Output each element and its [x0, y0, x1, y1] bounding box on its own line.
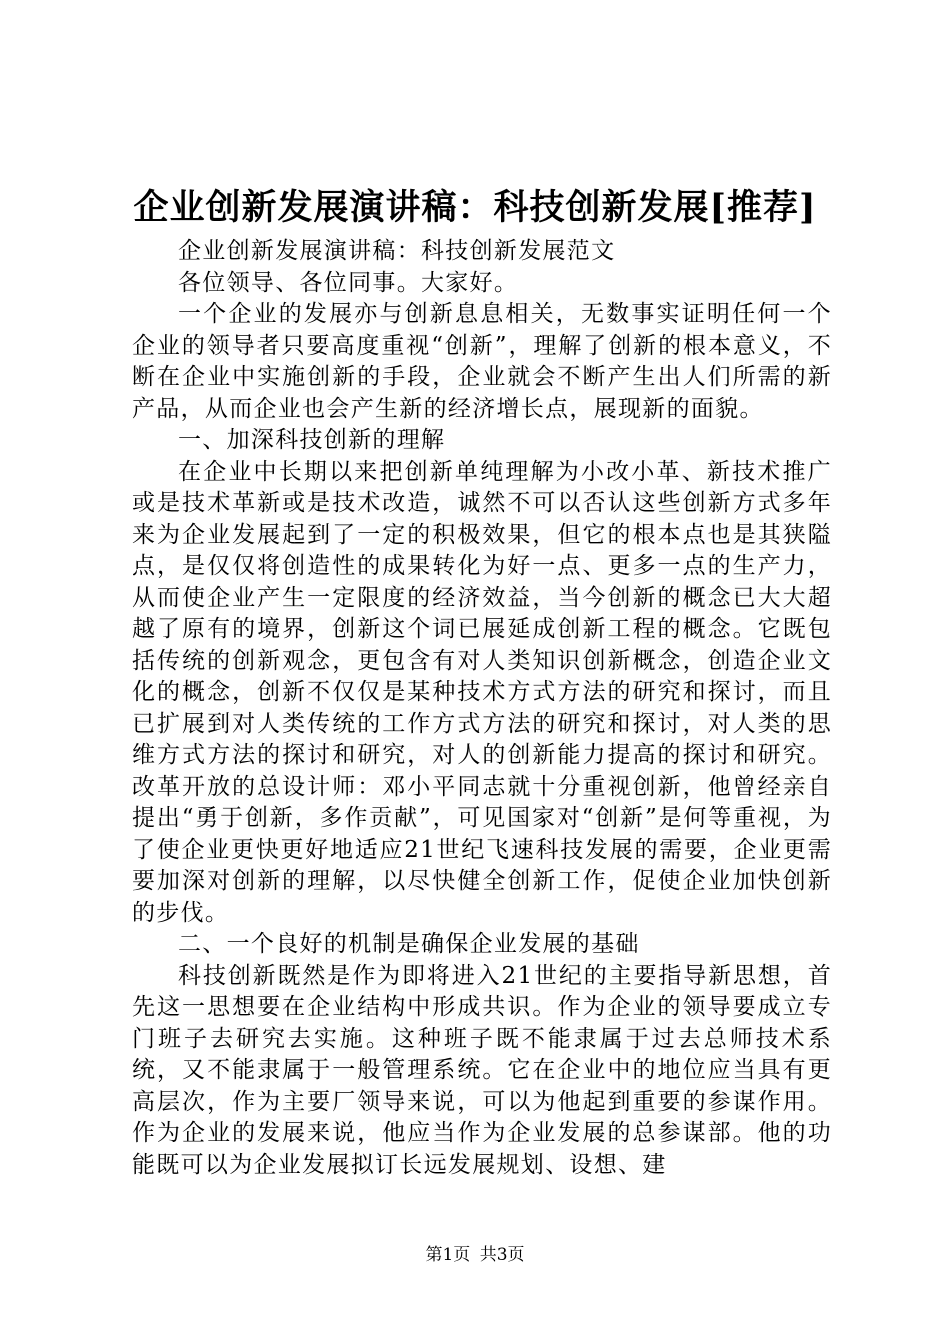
page-footer	[0, 1243, 950, 1267]
page-number: 第1页	[425, 1245, 471, 1265]
section-heading-1: 一、加深科技创新的理解	[178, 427, 446, 453]
paragraph-intro: 一个企业的发展亦与创新息息相关，无数事实证明任何一个企业的领导者只要高度重视“创新”，理解了创新的根本意义，不断在企业中实施创新的手段，企业就会不断产生出人们所需的新产品，从而企业也会产生新的经济增长点，展现新的面貌。	[132, 301, 832, 422]
paragraph-greeting: 各位领导、各位同事。大家好。	[178, 269, 519, 296]
paragraph-subtitle: 企业创新发展演讲稿：科技创新发展范文	[178, 238, 616, 264]
paragraph-section-2: 科技创新既然是作为即将进入21世纪的主要指导新思想，首先这一思想要在企业结构中形成共识。作为企业的领导要成立专门班子去研究去实施。这种班子既不能隶属于过去总师技术系统，又不能隶属于一般管理系统。它在企业中的地位应当具有更高层次，作为主要厂领导来说，可以为他起到重要的参谋作用。作为企业的发展来说，他应当作为企业发展的总参谋部。他的功能既可以为企业发展拟订长远发展规划、设想、建	[132, 962, 832, 1178]
paragraph-section-1: 在企业中长期以来把创新单纯理解为小改小革、新技术推广或是技术革新或是技术改造，诚然不可以否认这些创新方式多年来为企业发展起到了一定的积极效果，但它的根本点也是其狭隘点，是仅仅将创造性的成果转化为好一点、更多一点的生产力，从而使企业产生一定限度的经济效益，当今创新的概念已大大超越了原有的境界，创新这个词已展延成创新工程的概念。它既包括传统的创新观念，更包含有对人类知识创新概念，创造企业文化的概念，创新不仅仅是某种技术方式方法的研究和探讨，而且已扩展到对人类传统的工作方式方法的研究和探讨，对人类的思维方式方法的探讨和研究，对人的创新能力提高的探讨和研究。改革开放的总设计师：邓小平同志就十分重视创新，他曾经亲自提出“勇于创新，多作贡献”，可见国家对“创新”是何等重视，为了使企业更快更好地适应21世纪飞速科技发展的需要，企业更需要加深对创新的理解，以尽快健全创新工作，促使企业加快创新的步伐。	[132, 458, 832, 926]
document-title: 企业创新发展演讲稿：科技创新发展[推荐]	[133, 187, 817, 228]
section-heading-2: 二、一个良好的机制是确保企业发展的基础	[178, 931, 640, 957]
page-total: 共3页	[479, 1245, 525, 1265]
document-body	[132, 236, 832, 1181]
